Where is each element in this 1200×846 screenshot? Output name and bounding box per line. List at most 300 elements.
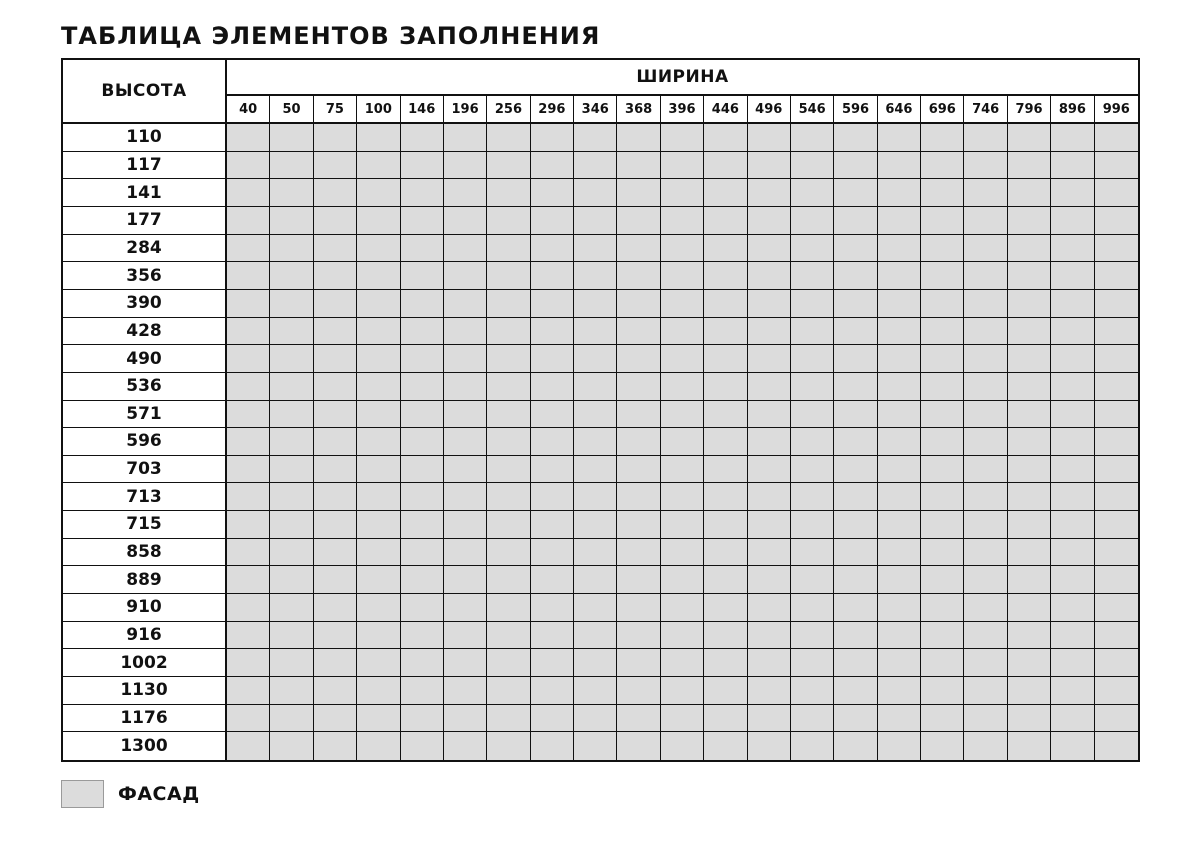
facade-cell [444,483,487,511]
facade-cell [1008,539,1051,567]
facade-cell [1051,649,1094,677]
facade-cell [444,705,487,733]
facade-cell [878,594,921,622]
facade-cell [1008,179,1051,207]
facade-cell [1051,732,1094,760]
facade-cell [1095,566,1138,594]
facade-cell [487,373,530,401]
facade-cell [1051,677,1094,705]
facade-cell [357,539,400,567]
facade-cell [270,262,313,290]
facade-cell [401,124,444,152]
facade-cell [921,622,964,650]
facade-cell [791,677,834,705]
facade-cell [444,207,487,235]
facade-cell [617,290,660,318]
facade-cell [1051,124,1094,152]
height-value-label: 1002 [63,649,227,677]
facade-cell [574,456,617,484]
facade-cell [444,401,487,429]
facade-cell [748,483,791,511]
facade-cell [314,705,357,733]
facade-cell [357,649,400,677]
facade-cell [748,290,791,318]
facade-cell [617,235,660,263]
facade-cell [574,235,617,263]
facade-cell [964,705,1007,733]
facade-cell [791,539,834,567]
facade-cell [921,511,964,539]
facade-cell [314,732,357,760]
facade-cell [444,345,487,373]
facade-cell [401,373,444,401]
facade-cell [704,594,747,622]
width-value-header: 546 [791,96,834,124]
facade-cell [791,649,834,677]
facade-cell [878,152,921,180]
height-value-label: 1300 [63,732,227,760]
facade-cell [878,483,921,511]
facade-cell [357,622,400,650]
facade-cell [314,622,357,650]
facade-cell [531,401,574,429]
facade-cell [964,483,1007,511]
facade-cell [357,483,400,511]
facade-cell [834,235,877,263]
facade-cell [878,677,921,705]
facade-cell [834,124,877,152]
facade-cell [748,649,791,677]
facade-cell [314,179,357,207]
facade-cell [314,483,357,511]
facade-cell [748,345,791,373]
facade-cell [921,594,964,622]
width-value-header: 996 [1095,96,1138,124]
height-value-label: 703 [63,456,227,484]
facade-cell [834,345,877,373]
facade-cell [574,428,617,456]
facade-cell [1051,235,1094,263]
facade-cell [1008,677,1051,705]
facade-cell [270,318,313,346]
facade-cell [444,235,487,263]
facade-cell [401,318,444,346]
facade-cell [1095,124,1138,152]
facade-cell [791,152,834,180]
facade-cell [270,622,313,650]
facade-cell [617,401,660,429]
facade-cell [574,318,617,346]
width-value-header: 256 [487,96,530,124]
facade-cell [661,456,704,484]
facade-cell [791,622,834,650]
facade-cell [270,235,313,263]
facade-cell [617,262,660,290]
legend-label-facade: ФАСАД [118,783,200,805]
facade-cell [878,539,921,567]
facade-cell [964,649,1007,677]
facade-cell [921,318,964,346]
facade-cell [227,152,270,180]
facade-cell [704,566,747,594]
facade-cell [314,235,357,263]
facade-cell [748,511,791,539]
facade-cell [617,566,660,594]
width-value-header: 196 [444,96,487,124]
facade-cell [661,428,704,456]
height-value-label: 390 [63,290,227,318]
facade-cell [834,262,877,290]
width-value-header: 646 [878,96,921,124]
facade-cell [444,566,487,594]
facade-cell [401,732,444,760]
facade-cell [878,622,921,650]
facade-cell [1008,401,1051,429]
facade-cell [227,318,270,346]
facade-cell [270,373,313,401]
facade-cell [921,179,964,207]
facade-cell [661,649,704,677]
facade-cell [921,649,964,677]
facade-cell [227,207,270,235]
width-value-header: 50 [270,96,313,124]
facade-cell [401,705,444,733]
facade-cell [270,677,313,705]
facade-cell [1095,401,1138,429]
facade-cell [878,732,921,760]
facade-cell [704,401,747,429]
facade-cell [748,373,791,401]
facade-cell [964,622,1007,650]
facade-cell [617,732,660,760]
facade-cell [791,373,834,401]
facade-cell [401,649,444,677]
facade-cell [704,677,747,705]
facade-cell [270,539,313,567]
width-column-header: ШИРИНА [227,60,1138,96]
facade-cell [531,732,574,760]
facade-cell [1008,705,1051,733]
facade-cell [661,539,704,567]
facade-cell [357,124,400,152]
facade-cell [704,732,747,760]
facade-cell [791,207,834,235]
facade-cell [574,732,617,760]
facade-cell [574,290,617,318]
facade-cell [357,262,400,290]
facade-cell [617,373,660,401]
facade-cell [487,345,530,373]
facade-cell [1051,373,1094,401]
facade-cell [357,152,400,180]
facade-cell [617,539,660,567]
facade-cell [748,566,791,594]
facade-cell [1051,566,1094,594]
width-value-header: 796 [1008,96,1051,124]
facade-cell [531,705,574,733]
facade-cell [1095,677,1138,705]
facade-cell [878,207,921,235]
facade-cell [617,152,660,180]
facade-cell [1051,318,1094,346]
facade-cell [314,566,357,594]
facade-cell [531,428,574,456]
facade-cell [878,705,921,733]
facade-cell [834,152,877,180]
facade-cell [487,456,530,484]
height-value-label: 910 [63,594,227,622]
facade-cell [791,345,834,373]
facade-cell [964,262,1007,290]
facade-cell [574,262,617,290]
facade-cell [227,179,270,207]
facade-cell [357,566,400,594]
facade-cell [704,622,747,650]
facade-cell [444,179,487,207]
facade-cell [574,622,617,650]
facade-cell [314,511,357,539]
facade-cell [1095,373,1138,401]
width-value-header: 40 [227,96,270,124]
facade-cell [227,373,270,401]
facade-cell [1095,594,1138,622]
facade-cell [878,179,921,207]
facade-cell [921,262,964,290]
facade-cell [1095,649,1138,677]
facade-cell [401,290,444,318]
facade-cell [704,290,747,318]
height-value-label: 428 [63,318,227,346]
facade-cell [487,235,530,263]
facade-cell [357,401,400,429]
facade-cell [531,566,574,594]
facade-cell [574,594,617,622]
facade-cell [314,290,357,318]
legend-swatch-facade [61,780,104,808]
height-value-label: 536 [63,373,227,401]
facade-cell [748,732,791,760]
facade-cell [1051,705,1094,733]
facade-cell [704,705,747,733]
facade-cell [487,318,530,346]
facade-cell [444,649,487,677]
facade-cell [1095,456,1138,484]
facade-cell [1008,345,1051,373]
facade-cell [964,318,1007,346]
facade-cell [444,373,487,401]
facade-cell [878,124,921,152]
facade-cell [834,290,877,318]
facade-cell [314,318,357,346]
facade-cell [487,483,530,511]
facade-cell [357,207,400,235]
facade-cell [921,483,964,511]
facade-cell [617,345,660,373]
facade-cell [964,456,1007,484]
facade-cell [270,290,313,318]
facade-cell [444,152,487,180]
facade-cell [661,732,704,760]
facade-cell [444,732,487,760]
facade-cell [661,179,704,207]
facade-cell [704,235,747,263]
facade-cell [531,511,574,539]
facade-cell [1095,179,1138,207]
facade-cell [834,373,877,401]
facade-cell [1008,152,1051,180]
facade-cell [748,235,791,263]
facade-cell [1051,345,1094,373]
facade-cell [574,566,617,594]
facade-cell [1095,290,1138,318]
facade-cell [270,401,313,429]
facade-cell [921,677,964,705]
width-value-header: 746 [964,96,1007,124]
facade-cell [921,539,964,567]
facade-cell [704,373,747,401]
facade-cell [964,511,1007,539]
facade-cell [227,124,270,152]
facade-cell [487,622,530,650]
facade-cell [878,318,921,346]
facade-cell [878,649,921,677]
facade-cell [1008,566,1051,594]
facade-cell [357,594,400,622]
facade-cell [1051,290,1094,318]
facade-cell [270,428,313,456]
facade-cell [748,124,791,152]
facade-cell [748,456,791,484]
facade-cell [1008,456,1051,484]
facade-cell [401,401,444,429]
facade-cell [964,235,1007,263]
facade-cell [1008,483,1051,511]
facade-cell [357,732,400,760]
facade-cell [617,649,660,677]
facade-cell [227,732,270,760]
facade-cell [878,511,921,539]
facade-cell [227,345,270,373]
facade-cell [791,594,834,622]
facade-cell [401,622,444,650]
width-value-header: 896 [1051,96,1094,124]
facade-cell [487,179,530,207]
facade-cell [487,428,530,456]
facade-cell [1008,207,1051,235]
facade-cell [878,456,921,484]
width-value-header: 396 [661,96,704,124]
facade-cell [487,649,530,677]
facade-cell [704,318,747,346]
facade-cell [748,428,791,456]
facade-cell [791,705,834,733]
facade-cell [1051,594,1094,622]
width-value-header: 368 [617,96,660,124]
width-value-header: 446 [704,96,747,124]
facade-cell [748,705,791,733]
width-value-header: 75 [314,96,357,124]
facade-cell [921,428,964,456]
facade-cell [401,179,444,207]
height-column-header: ВЫСОТА [63,60,227,124]
facade-cell [748,318,791,346]
facade-cell [878,290,921,318]
facade-cell [704,456,747,484]
facade-cell [487,290,530,318]
height-value-label: 713 [63,483,227,511]
facade-cell [444,262,487,290]
facade-cell [401,235,444,263]
facade-cell [791,235,834,263]
facade-cell [574,539,617,567]
facade-cell [791,732,834,760]
facade-cell [661,345,704,373]
facade-cell [704,345,747,373]
facade-cell [314,152,357,180]
facade-cell [574,677,617,705]
facade-cell [617,594,660,622]
facade-cell [921,566,964,594]
facade-cell [531,373,574,401]
facade-cell [1008,511,1051,539]
facade-cell [878,401,921,429]
facade-cell [834,649,877,677]
facade-cell [834,401,877,429]
facade-cell [834,483,877,511]
facade-cell [531,456,574,484]
height-value-label: 571 [63,401,227,429]
facade-cell [574,511,617,539]
facade-cell [487,207,530,235]
facade-cell [487,124,530,152]
facade-cell [617,456,660,484]
facade-cell [834,732,877,760]
facade-cell [314,124,357,152]
facade-cell [921,345,964,373]
facade-cell [1008,732,1051,760]
facade-cell [227,511,270,539]
facade-cell [661,566,704,594]
facade-cell [444,511,487,539]
facade-cell [227,456,270,484]
facade-cell [270,179,313,207]
facade-cell [964,345,1007,373]
height-value-label: 1176 [63,705,227,733]
facade-cell [574,179,617,207]
facade-cell [1008,649,1051,677]
facade-cell [964,152,1007,180]
facade-cell [921,373,964,401]
facade-cell [1095,345,1138,373]
facade-cell [574,207,617,235]
facade-cell [574,124,617,152]
facade-cell [401,483,444,511]
facade-cell [227,705,270,733]
facade-cell [270,483,313,511]
facade-cell [401,262,444,290]
facade-cell [964,428,1007,456]
facade-cell [401,428,444,456]
facade-cell [270,594,313,622]
facade-cell [270,152,313,180]
facade-cell [964,732,1007,760]
facade-cell [531,539,574,567]
facade-cell [661,401,704,429]
facade-cell [487,539,530,567]
facade-cell [227,566,270,594]
facade-cell [1095,428,1138,456]
legend [61,779,200,809]
